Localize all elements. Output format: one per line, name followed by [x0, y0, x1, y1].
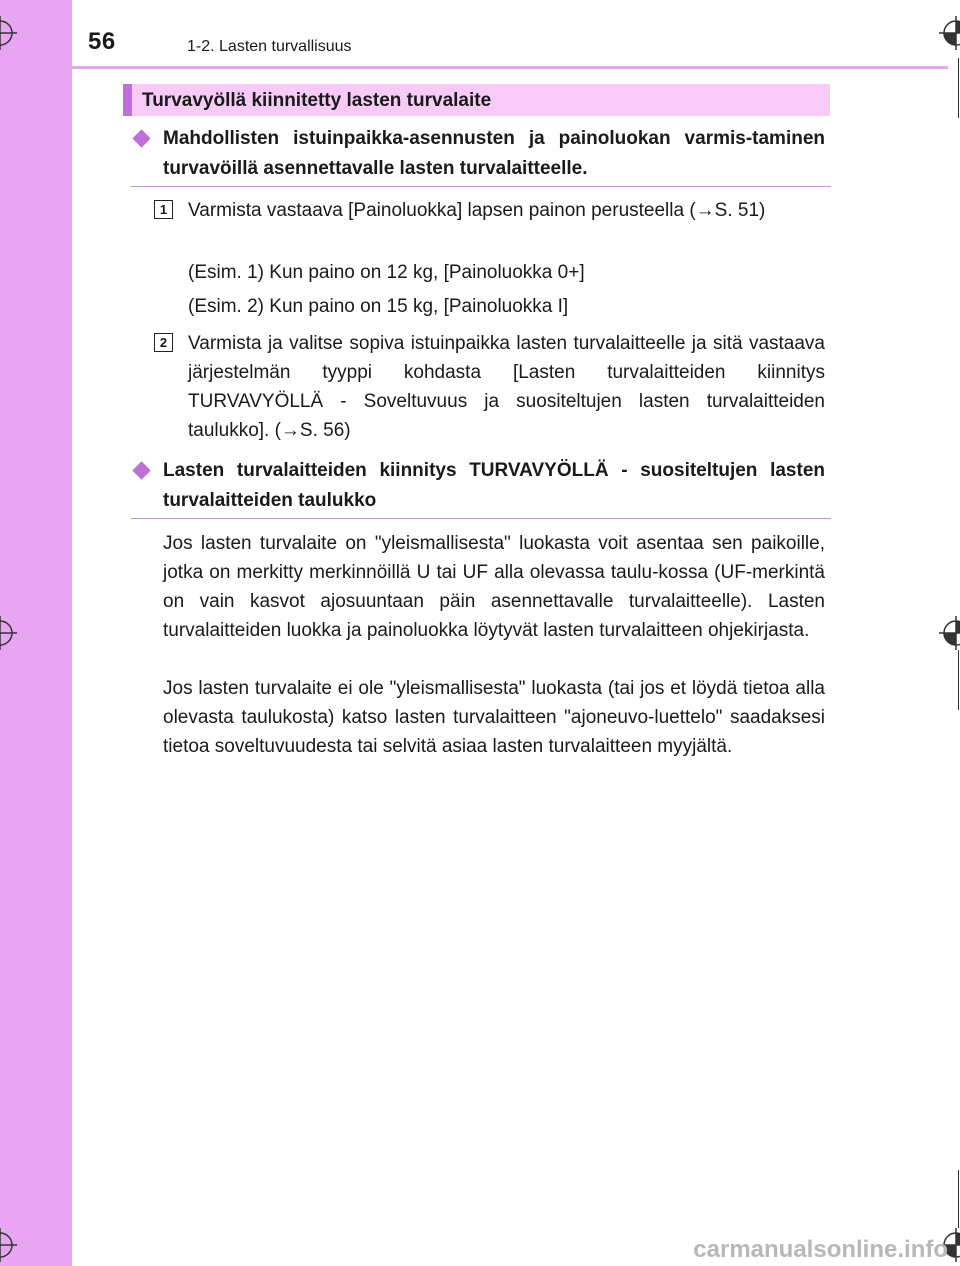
diamond-bullet-icon [132, 129, 150, 147]
watermark: carmanualsonline.info [693, 1236, 948, 1263]
header-divider [72, 66, 948, 69]
registration-mark-icon [0, 1228, 17, 1262]
trim-line [958, 650, 959, 710]
section-banner [123, 84, 830, 116]
step-2-text: Varmista ja valitse sopiva istuinpaikka lasten turvalaitteelle ja sitä vastaava järjestelmän tyyppi kohdasta [Lasten turvalaitteiden kiinnitys TURVAVYÖLLÄ - Soveltuvuus ja suositeltujen lasten turvalaitteiden taulukko]. (→S. 56) [188, 333, 825, 441]
step-badge-2: 2 [154, 333, 173, 352]
diamond-bullet-icon [132, 461, 150, 479]
subheading-1-divider [131, 186, 831, 187]
subheading-1: Mahdollisten istuinpaikka-asennusten ja painoluokan varmis-taminen turvavöillä asennettavalle lasten turvalaitteelle. [163, 128, 825, 179]
chapter-title: 1-2. Lasten turvallisuus [187, 38, 352, 55]
registration-mark-icon [939, 616, 960, 650]
trim-line [958, 1170, 959, 1228]
step-1-example-1: (Esim. 1) Kun paino on 12 kg, [Painoluokka 0+] [188, 262, 585, 283]
subheading-2-divider [131, 518, 831, 519]
step-1-example-2: (Esim. 2) Kun paino on 15 kg, [Painoluokka I] [188, 296, 569, 317]
registration-mark-icon [0, 616, 17, 650]
body-paragraph-2: Jos lasten turvalaite ei ole "yleismallisesta" luokasta (tai jos et löydä tietoa alla olevasta taulukosta) katso lasten turvalaitteen "ajoneuvo-luettelo" saadaksesi tietoa soveltuvuudesta tai selvitä asiaa lasten turvalaitteen myyjältä. [163, 678, 825, 757]
registration-mark-icon [0, 16, 17, 50]
page-number: 56 [88, 28, 116, 55]
registration-mark-icon [939, 16, 960, 50]
body-paragraph-1: Jos lasten turvalaite on "yleismallisesta" luokasta voit asentaa sen paikoille, jotka on merkitty merkinnöillä U tai UF alla olevassa taulu-kossa (UF-merkintä on vain kasvot ajosuuntaan päin asennettavalle turvalaitteelle). Lasten turvalaitteiden luokka ja painoluokka löytyvät lasten turvalaitteen ohjekirjasta. [163, 533, 825, 641]
section-title: Turvavyöllä kiinnitetty lasten turvalaite [142, 90, 492, 111]
step-1-text: Varmista vastaava [Painoluokka] lapsen painon perusteella (→S. 51) [188, 200, 766, 221]
subheading-2: Lasten turvalaitteiden kiinnitys TURVAVYÖLLÄ - suositeltujen lasten turvalaitteiden taulukko [163, 460, 825, 511]
trim-line [958, 58, 959, 118]
step-badge-1: 1 [154, 200, 173, 219]
